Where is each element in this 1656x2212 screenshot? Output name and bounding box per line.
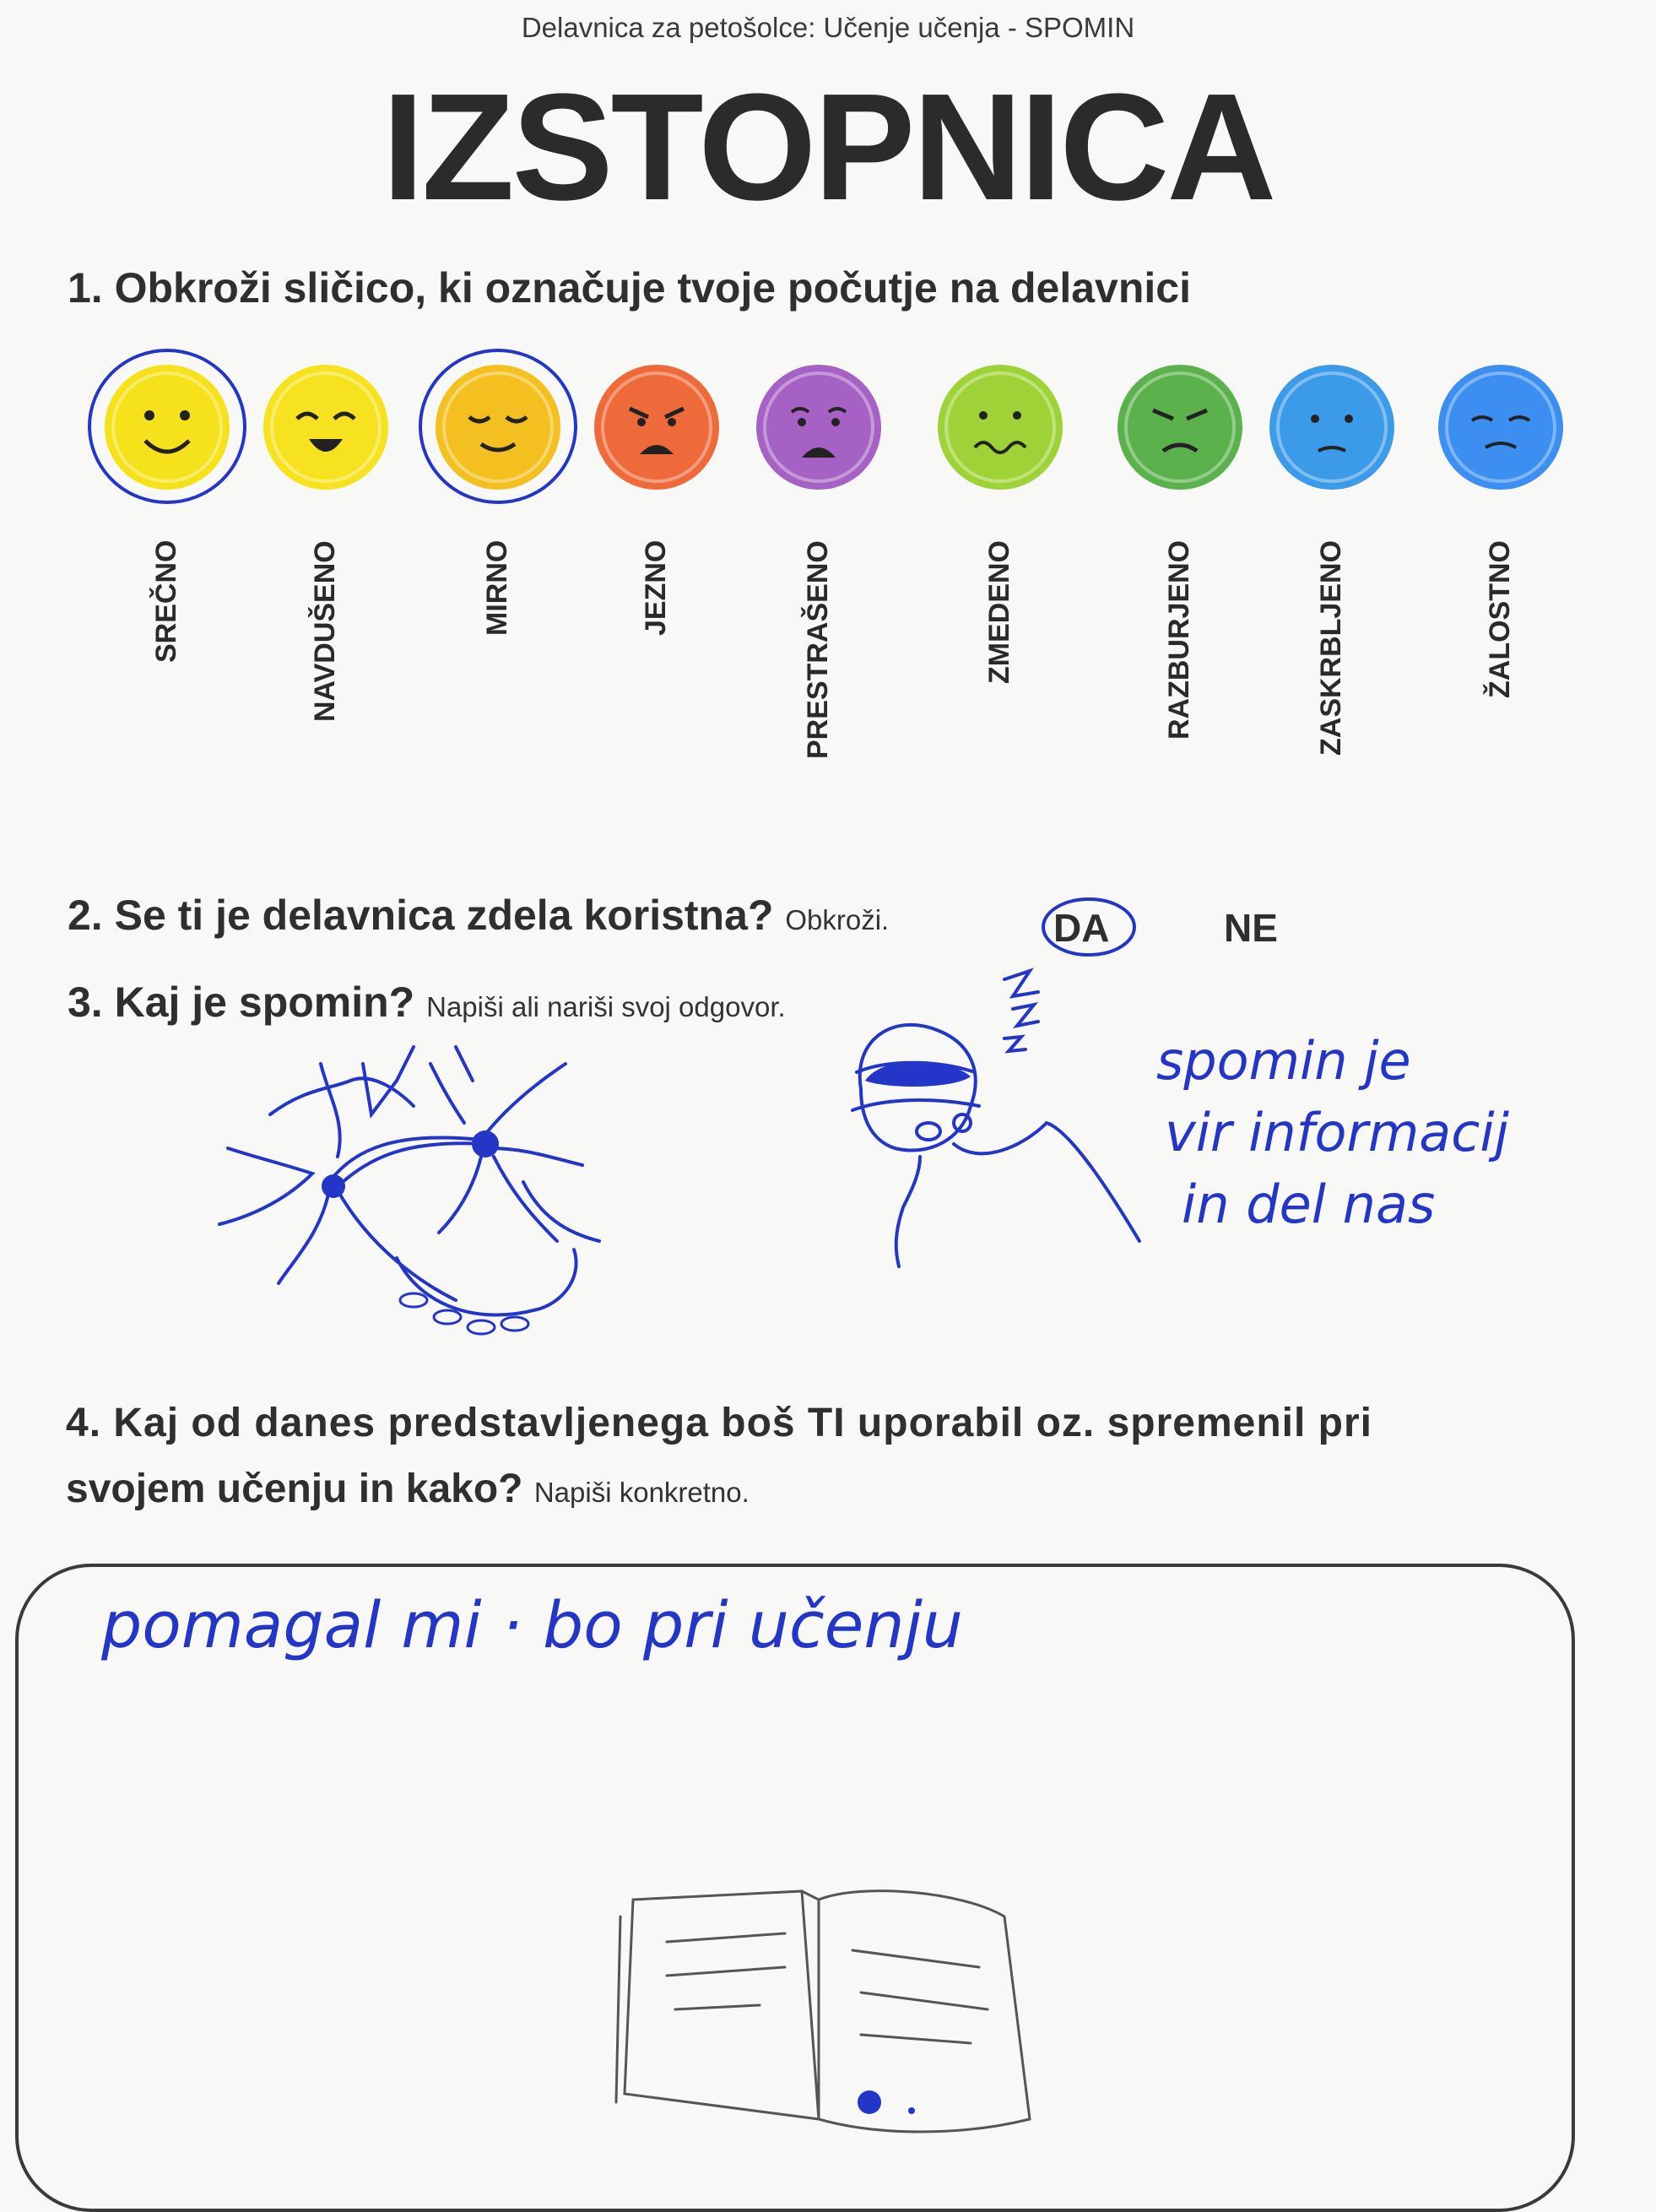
question-3 [68,978,786,1027]
mood-label-9: ŽALOSTNO [1484,540,1516,698]
mood-face-5[interactable] [755,363,883,491]
question-2-text: 2. Se ti je delavnica zdela koristna? [68,892,774,939]
mood-label-3: MIRNO [481,539,513,636]
page-title: IZSTOPNICA [382,62,1274,232]
book-sketch [608,1866,1047,2144]
answer-3-line-2: vir informacij [1165,1102,1509,1163]
question-3-hint: Napiši ali nariši svoj odgovor. [426,991,786,1022]
question-2-hint: Obkroži. [785,904,890,935]
question-4-text: svojem učenju in kako? [66,1467,523,1511]
mood-face-icon [1116,363,1244,491]
answer-no[interactable]: NE [1224,906,1278,950]
question-4-line-2 [66,1466,750,1512]
selection-circle-mark [414,342,582,511]
mood-face-9[interactable] [1437,363,1565,491]
mood-face-2[interactable] [262,363,390,491]
question-4-line-1: 4. Kaj od danes predstavljenega boš TI uporabil oz. spremenil pri [66,1401,1373,1445]
mood-face-4[interactable] [593,363,721,491]
selection-circle-mark [83,342,252,511]
question-4-hint: Napiši konkretno. [533,1477,750,1508]
answer-yes[interactable]: DA [1053,906,1110,950]
mood-label-5: PRESTRAŠENO [802,540,834,759]
question-1: 1. Obkroži sličico, ki označuje tvoje počutje na delavnici [68,264,1191,312]
mood-face-icon [1268,363,1396,491]
mood-label-4: JEZNO [640,539,672,636]
answer-3-line-3: in del nas [1182,1174,1436,1235]
mood-face-7[interactable] [1116,363,1244,491]
mood-label-8: ZASKRBLJENO [1315,539,1347,756]
answer-3-line-1: spomin je [1156,1030,1411,1092]
worksheet-header: Delavnica za petošolce: Učenje učenja - SPOMIN [521,12,1135,43]
mood-label-6: ZMEDENO [983,540,1015,684]
mood-face-icon [262,363,390,491]
mood-face-icon [1437,363,1565,491]
mood-face-icon [936,363,1064,491]
mood-face-8[interactable] [1268,363,1396,491]
mood-label-2: NAVDUŠENO [309,540,341,722]
yes-circle-mark [1038,895,1139,961]
mood-label-7: RAZBURJENO [1163,539,1195,740]
mood-label-1: SREČNO [150,539,182,663]
neuron-drawing [203,1030,641,1351]
mood-face-icon [755,363,883,491]
mood-face-6[interactable] [936,363,1064,491]
question-2 [68,891,889,940]
answer-4-text: pomagal mi · bo pri učenju [101,1587,963,1662]
question-3-text: 3. Kaj je spomin? [68,979,415,1026]
mood-face-icon [593,363,721,491]
